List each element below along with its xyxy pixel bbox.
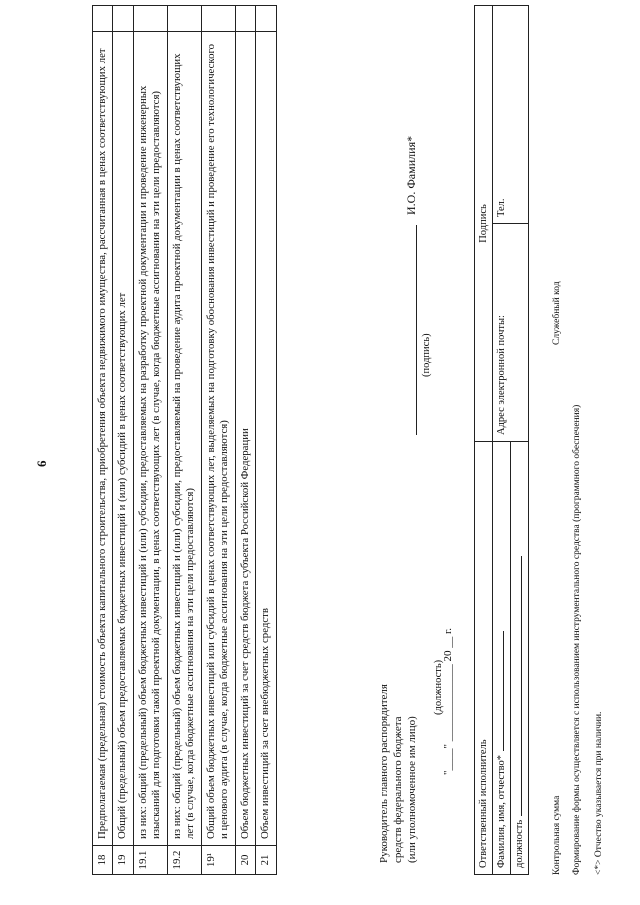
row-text: из них: общий (предельный) объем бюджетных инвестиций и (или) субсидии, предоставляемых на разработку проектной документации и проведение инженерных изысканий для подготовки такой проектной документации, в ценах соответствующих лет (в случае, когда бюджетные ассигнования на эти цели предоставляются) xyxy=(133,32,167,846)
row-value-cell[interactable] xyxy=(93,6,113,32)
checksum-label: Контрольная сумма xyxy=(552,795,562,875)
row-value-cell[interactable] xyxy=(201,6,235,32)
executor-position-field[interactable] xyxy=(521,556,522,816)
page-number: 6 xyxy=(34,460,49,467)
row-value-cell[interactable] xyxy=(235,6,255,32)
executor-name-field[interactable] xyxy=(503,631,504,751)
table-row xyxy=(93,6,113,875)
executor-position-cell xyxy=(511,442,529,875)
investment-table xyxy=(92,5,277,875)
row-text: Общий (предельный) объем предоставляемых бюджетных инвестиций и (или) субсидий в ценах соответствующих лет xyxy=(113,32,133,846)
table-row xyxy=(201,6,235,875)
signatory-line-1: Руководитель главного распорядителя xyxy=(378,684,390,863)
signature-date: "____" ______________ 20 __ г. xyxy=(442,627,454,775)
signatory-block xyxy=(378,593,419,863)
executor-email-cell xyxy=(493,224,529,442)
signatory-line-3: (или уполномоченное им лицо) xyxy=(405,716,418,863)
row-number: 19.2 xyxy=(167,846,201,875)
row-text: из них: общий (предельный) объем бюджетных инвестиций и (или) субсидии, предоставляемый на проведение аудита проектной документации в ценах соответствующих лет (в случае, когда бюджетные ассигнования на эти цели предоставляются) xyxy=(167,32,201,846)
row-text: Общий объем бюджетных инвестиций или субсидий в ценах соответствующих лет, выделяемых на подготовку обоснования инвестиций и проведение его технологического и ценового аудита (в случае, когда бюджетные ассигнования на эти цели предоставляются) xyxy=(201,32,235,846)
row-text: Объем бюджетных инвестиций за счет средств бюджета субъекта Российской Федерации xyxy=(235,32,255,846)
table-row xyxy=(113,6,133,875)
signature-line xyxy=(416,225,417,435)
row-value-cell[interactable] xyxy=(256,6,276,32)
signatory-name: И.О. Фамилия* xyxy=(404,135,418,215)
row-number: 19.1 xyxy=(133,846,167,875)
table-row xyxy=(256,6,276,875)
executor-table xyxy=(474,5,529,875)
executor-phone-label: Тел. xyxy=(496,198,508,217)
row-number: 19 xyxy=(113,846,133,875)
executor-name-cell xyxy=(493,442,511,875)
table-row xyxy=(133,6,167,875)
row-number: 20 xyxy=(235,846,255,875)
signature-caption: (подпись) xyxy=(421,333,432,377)
row-value-cell[interactable] xyxy=(133,6,167,32)
row-number: 19¹ xyxy=(201,846,235,875)
table-row xyxy=(235,6,255,875)
row-text: Предполагаемая (предельная) стоимость объекта капитального строительства, приобретения объекта недвижимого имущества, рассчитанная в ценах соответствующих лет xyxy=(93,32,113,846)
table-row xyxy=(167,6,201,875)
signatory-line-2: средств федерального бюджета xyxy=(391,716,404,863)
executor-header: Ответственный исполнитель xyxy=(475,442,493,875)
footnote: <*> Отчество указывается при наличии. xyxy=(594,711,604,875)
row-number: 18 xyxy=(93,846,113,875)
executor-email-label: Адрес электронной почты: xyxy=(496,315,508,435)
form-note: Формирование формы осуществляется с использованием инструментального средства (программного обеспечения) xyxy=(572,404,582,875)
row-number: 21 xyxy=(256,846,276,875)
executor-position-label: должность xyxy=(514,819,526,868)
position-caption: (должность) xyxy=(433,659,444,715)
row-text: Объем инвестиций за счет внебюджетных средств xyxy=(256,32,276,846)
row-value-cell[interactable] xyxy=(113,6,133,32)
service-code-label: Служебный код xyxy=(552,281,562,345)
executor-name-label: Фамилия, имя, отчество* xyxy=(496,754,508,868)
row-value-cell[interactable] xyxy=(167,6,201,32)
executor-sign-header: Подпись xyxy=(475,6,493,442)
executor-phone-cell xyxy=(493,6,529,224)
